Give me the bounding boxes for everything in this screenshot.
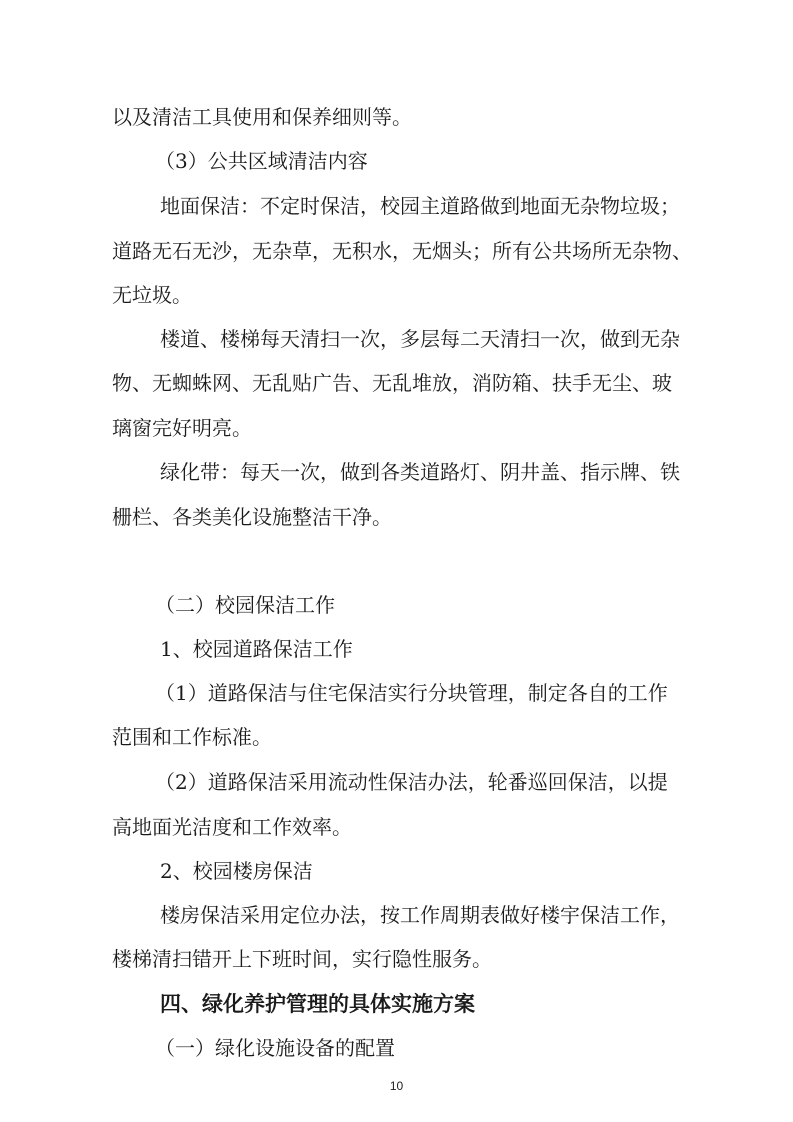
paragraph-line: （2）道路保洁采用流动性保洁办法，轮番巡回保洁，以提 — [155, 770, 668, 794]
paragraph-line: 道路无石无沙，无杂草，无积水，无烟头；所有公共场所无杂物、 — [112, 239, 692, 263]
paragraph-line: 楼房保洁采用定位办法，按工作周期表做好楼宇保洁工作， — [160, 903, 680, 927]
page-number: 10 — [389, 1079, 404, 1093]
paragraph-line: 楼梯清扫错开上下班时间，实行隐性服务。 — [112, 947, 492, 971]
paragraph-line: 高地面光洁度和工作效率。 — [112, 815, 352, 839]
section-heading: （一）绿化设施设备的配置 — [155, 1036, 395, 1060]
paragraph-line: 以及清洁工具使用和保养细则等。 — [112, 105, 412, 129]
paragraph-line: 璃窗完好明亮。 — [112, 416, 252, 440]
paragraph-line: 物、无蜘蛛网、无乱贴广告、无乱堆放，消防箱、扶手无尘、玻 — [112, 371, 672, 395]
paragraph-line: 绿化带：每天一次，做到各类道路灯、阴井盖、指示牌、铁 — [160, 460, 680, 484]
subheading: （3）公共区域清洁内容 — [155, 149, 368, 173]
subheading: 1、校园道路保洁工作 — [160, 637, 353, 661]
subheading: 2、校园楼房保洁 — [160, 859, 313, 883]
paragraph-line: 无垃圾。 — [112, 283, 192, 307]
paragraph-line: （1）道路保洁与住宅保洁实行分块管理，制定各自的工作 — [155, 681, 668, 705]
section-heading: （二）校园保洁工作 — [155, 593, 335, 617]
paragraph-line: 范围和工作标准。 — [112, 725, 272, 749]
chapter-heading: 四、绿化养护管理的具体实施方案 — [160, 991, 475, 1016]
paragraph-line: 地面保洁：不定时保洁，校园主道路做到地面无杂物垃圾； — [160, 194, 680, 218]
paragraph-line: 栅栏、各类美化设施整洁干净。 — [112, 505, 392, 529]
paragraph-line: 楼道、楼梯每天清扫一次，多层每二天清扫一次，做到无杂 — [160, 327, 680, 351]
